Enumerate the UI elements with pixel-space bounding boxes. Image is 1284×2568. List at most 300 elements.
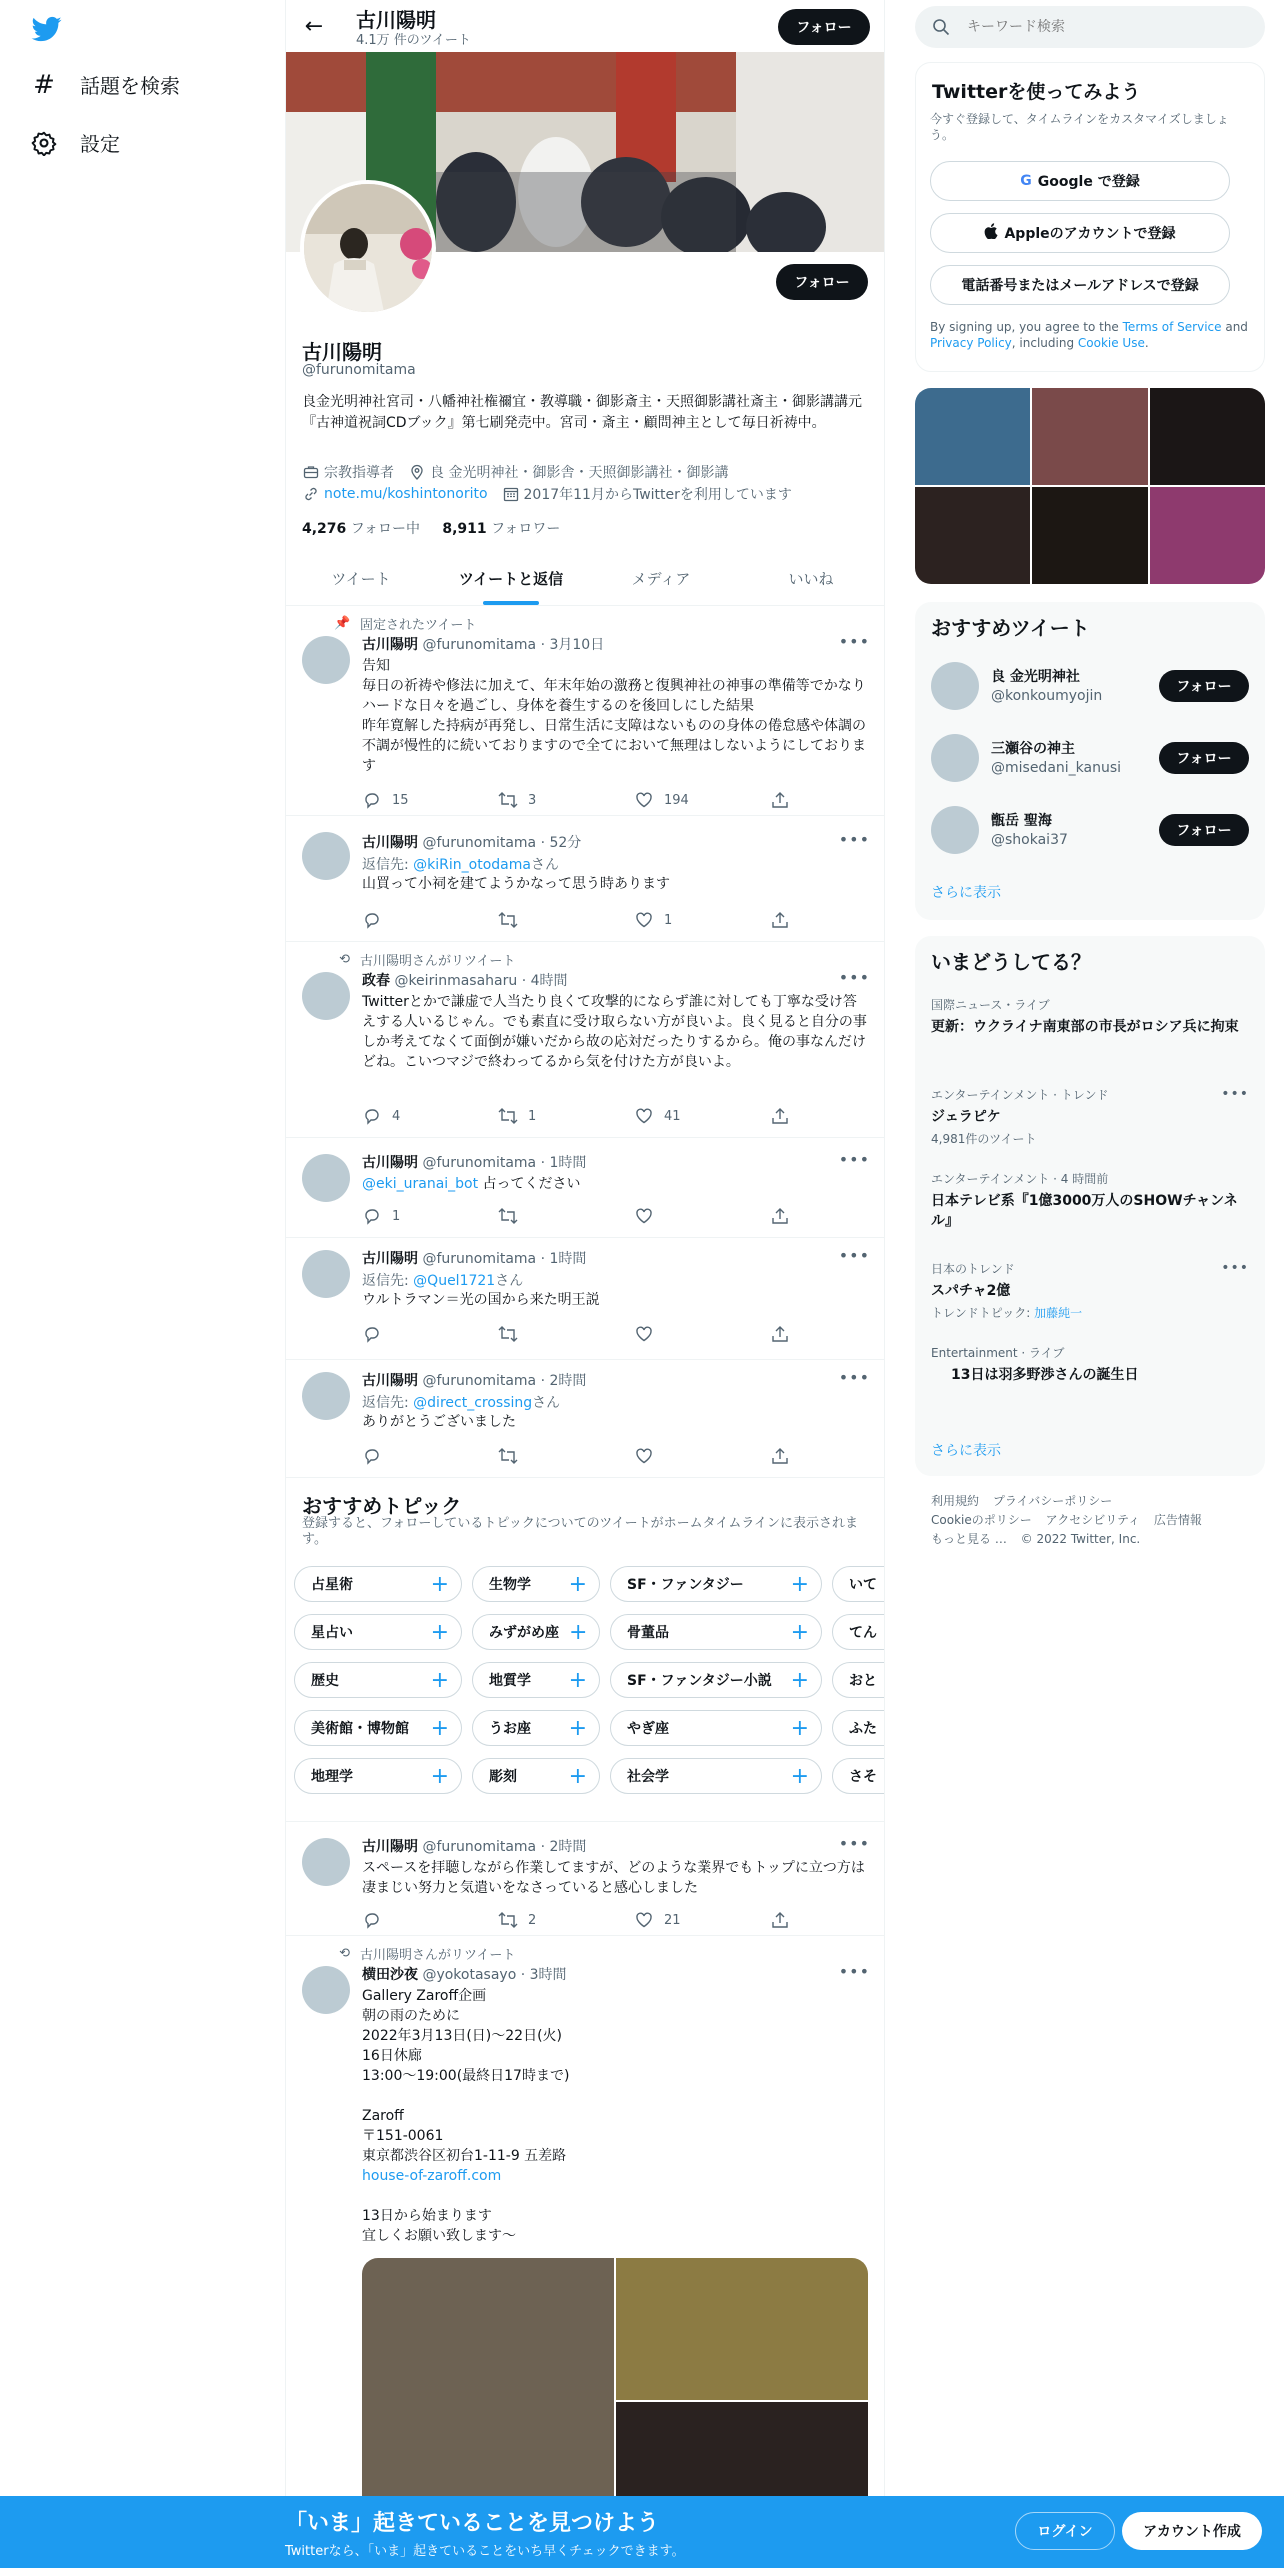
topic-label: 骨董品 xyxy=(627,1625,669,1641)
topic-chip[interactable] xyxy=(294,1662,462,1698)
recommend-handle: @konkoumyojin xyxy=(991,688,1103,704)
retweet-icon xyxy=(498,1910,518,1930)
more-icon[interactable]: ••• xyxy=(1221,1260,1249,1276)
more-icon[interactable]: ••• xyxy=(838,968,870,987)
trend-item[interactable] xyxy=(931,1086,1249,1147)
nav-explore-label: 話題を検索 xyxy=(80,74,180,98)
reply-icon xyxy=(362,1910,382,1930)
terms-and: and xyxy=(1221,320,1248,334)
trend-meta-prefix: トレンドトピック: xyxy=(931,1306,1035,1320)
share-icon xyxy=(770,1910,790,1930)
topic-label: 歴史 xyxy=(311,1673,339,1689)
heart-icon xyxy=(634,1206,654,1226)
following-label: フォロー中 xyxy=(350,521,421,537)
profile-tabs xyxy=(286,552,885,606)
tweet-reply[interactable] xyxy=(286,1238,885,1360)
avatar[interactable] xyxy=(302,636,350,684)
like-button[interactable] xyxy=(634,1910,770,1930)
recommend-user[interactable] xyxy=(931,730,1249,786)
retweet-button[interactable] xyxy=(498,910,634,930)
tweet-text: 山買って小祠を建てようかなって思う時あります xyxy=(362,876,670,892)
reply-button[interactable] xyxy=(362,1910,498,1930)
retweet-icon xyxy=(498,790,518,810)
topic-chip[interactable] xyxy=(472,1566,600,1602)
retweet-button[interactable] xyxy=(498,790,634,810)
topic-chip[interactable] xyxy=(610,1710,822,1746)
signup-terms xyxy=(930,319,1252,351)
reply-button[interactable] xyxy=(362,1446,498,1466)
reply-to-line xyxy=(362,854,559,874)
signup-subtitle: 今すぐ登録して、タイムラインをカスタマイズしましょう。 xyxy=(930,112,1229,142)
author-name[interactable]: 横田沙夜 xyxy=(362,1967,418,1983)
topic-label: 地質学 xyxy=(489,1673,531,1689)
retweet-button[interactable] xyxy=(498,1106,634,1126)
reply-to-link[interactable]: @direct_crossing xyxy=(413,1395,533,1411)
reply-to-link[interactable]: @Quel1721 xyxy=(413,1273,496,1289)
reply-count: 1 xyxy=(392,1208,401,1224)
share-button[interactable] xyxy=(770,1206,802,1226)
avatar[interactable] xyxy=(302,1250,350,1298)
recommend-name[interactable]: 良 金光明神社 xyxy=(991,669,1080,685)
share-button[interactable] xyxy=(770,1910,802,1930)
tweet-text xyxy=(362,1174,868,1194)
topic-chip[interactable] xyxy=(610,1566,822,1602)
tweet-mention[interactable] xyxy=(286,1138,885,1238)
author-meta: @furunomitama · 2時間 xyxy=(422,1839,587,1855)
followers-link[interactable] xyxy=(442,521,560,537)
avatar[interactable] xyxy=(302,972,350,1020)
profile-meta-row-2 xyxy=(302,484,806,504)
topic-chip[interactable] xyxy=(294,1758,462,1794)
footer-terms-link[interactable]: 利用規約 xyxy=(931,1494,980,1508)
like-button[interactable] xyxy=(634,1446,770,1466)
more-icon[interactable]: ••• xyxy=(838,1834,870,1853)
reply-count: 4 xyxy=(392,1108,401,1124)
profile-category xyxy=(302,462,394,482)
profile-category-text: 宗教指導者 xyxy=(324,465,394,481)
reply-icon xyxy=(362,1206,382,1226)
reply-suffix: さん xyxy=(495,1273,524,1289)
heart-icon xyxy=(634,790,654,810)
more-icon[interactable]: ••• xyxy=(838,1962,870,1981)
login-button[interactable]: ログイン xyxy=(1015,2512,1115,2550)
topic-chip[interactable] xyxy=(472,1614,600,1650)
recommend-handle: @shokai37 xyxy=(991,832,1068,848)
trend-title: ジェラピケ xyxy=(931,1109,1001,1125)
avatar[interactable] xyxy=(302,1372,350,1420)
topic-label: 社会学 xyxy=(627,1769,669,1785)
topics-subtitle: 登録すると、フォローしているトピックについてのツイートがホームタイムラインに表示されます。 xyxy=(302,1516,859,1547)
author-name[interactable]: 古川陽明 xyxy=(362,637,418,653)
topic-chip[interactable] xyxy=(294,1566,462,1602)
reply-icon xyxy=(362,790,382,810)
retweet-button[interactable] xyxy=(498,1910,634,1930)
profile-location xyxy=(408,462,728,482)
cookie-link[interactable]: Cookie Use xyxy=(1077,336,1145,350)
plus-icon: + xyxy=(790,1619,809,1645)
topic-label: ふた xyxy=(849,1721,877,1737)
signup-title: Twitterを使ってみよう xyxy=(932,81,1141,103)
plus-icon: + xyxy=(430,1763,449,1789)
terms-prefix: By signing up, you agree to the xyxy=(930,320,1123,334)
apple-signup-button[interactable] xyxy=(930,213,1230,253)
reply-count: 15 xyxy=(392,792,409,808)
like-button[interactable] xyxy=(634,1206,770,1226)
like-count: 1 xyxy=(664,912,673,928)
trend-item[interactable] xyxy=(931,1170,1249,1231)
recommend-handle: @misedani_kanusi xyxy=(991,760,1122,776)
header-tweet-count: 4.1万 件のツイート xyxy=(356,33,471,48)
recommend-user[interactable] xyxy=(931,802,1249,858)
pin-icon: 📌 xyxy=(334,616,351,631)
profile-follow-button[interactable]: フォロー xyxy=(776,264,868,300)
retweet-count: 1 xyxy=(528,1108,537,1124)
topic-chip[interactable] xyxy=(472,1662,600,1698)
plus-icon: + xyxy=(430,1571,449,1597)
more-icon[interactable]: ••• xyxy=(838,830,870,849)
trend-item[interactable] xyxy=(931,1344,1249,1385)
recommended-topics xyxy=(286,1478,885,1822)
media-thumb[interactable] xyxy=(915,487,1030,584)
media-thumb[interactable] xyxy=(1032,487,1147,584)
context-text: 古川陽明さんがリツイート xyxy=(360,1948,516,1963)
trend-meta: 4,981件のツイート xyxy=(931,1132,1037,1146)
tweet-link[interactable]: house-of-zaroff.com xyxy=(362,2168,502,2184)
tweet-text-2: 13日から始まります 宜しくお願い致します〜 xyxy=(362,2208,516,2244)
login-prompt-bar xyxy=(0,2496,1284,2568)
trend-title: 日本テレビ系『1億3000万人のSHOWチャンネル』 xyxy=(931,1193,1238,1229)
footer-ads-link[interactable]: 広告情報 xyxy=(1153,1513,1202,1527)
retweet-button[interactable] xyxy=(498,1446,634,1466)
tweet-reply[interactable] xyxy=(286,1360,885,1478)
more-icon[interactable]: ••• xyxy=(838,1368,870,1387)
retweet-button[interactable] xyxy=(498,1324,634,1344)
trend-category: Entertainment · ライブ xyxy=(931,1346,1065,1360)
more-icon[interactable]: ••• xyxy=(838,632,870,651)
retweet-icon: ⟲ xyxy=(339,952,350,967)
following-link[interactable] xyxy=(302,521,420,537)
share-icon xyxy=(770,1324,790,1344)
tweet-text-rest: 占ってください xyxy=(478,1176,581,1192)
author-meta: @furunomitama · 1時間 xyxy=(422,1155,587,1171)
profile-meta-row-1 xyxy=(302,462,742,482)
like-button[interactable] xyxy=(634,1106,770,1126)
plus-icon: + xyxy=(568,1763,587,1789)
tweet-media-grid[interactable] xyxy=(362,2258,868,2518)
phone-email-signup-button[interactable]: 電話番号またはメールアドレスで登録 xyxy=(930,265,1230,305)
author-name[interactable]: 政春 xyxy=(362,973,390,989)
topic-chip[interactable] xyxy=(832,1758,885,1794)
heart-icon xyxy=(634,910,654,930)
tweet-actions xyxy=(362,1106,802,1126)
like-button[interactable] xyxy=(634,910,770,930)
author-name[interactable]: 古川陽明 xyxy=(362,1251,418,1267)
avatar[interactable] xyxy=(302,1154,350,1202)
author-meta: @yokotasayo · 3時間 xyxy=(422,1967,567,1983)
recommend-user[interactable] xyxy=(931,658,1249,714)
profile-handle: @furunomitama xyxy=(302,362,416,378)
recommend-follow-button[interactable]: フォロー xyxy=(1159,742,1249,774)
author-name[interactable]: 古川陽明 xyxy=(362,1155,418,1171)
reply-prefix: 返信先: xyxy=(362,857,414,873)
location-pin-icon xyxy=(408,463,426,481)
plus-icon: + xyxy=(568,1715,587,1741)
topic-label: 占星術 xyxy=(311,1577,353,1593)
reply-to-link[interactable]: @kiRin_otodama xyxy=(413,857,531,873)
share-icon xyxy=(770,910,790,930)
heart-icon xyxy=(634,1324,654,1344)
avatar[interactable] xyxy=(302,1966,350,2014)
share-button[interactable] xyxy=(770,790,802,810)
media-thumb[interactable] xyxy=(915,388,1030,485)
like-button[interactable] xyxy=(634,1324,770,1344)
trend-title: 13日は羽多野渉さんの誕生日 xyxy=(951,1367,1139,1383)
left-nav xyxy=(0,0,285,2568)
reply-icon xyxy=(362,910,382,930)
recommend-name[interactable]: 甑岳 聖海 xyxy=(991,813,1052,829)
google-icon: G xyxy=(1020,173,1032,189)
tweet[interactable] xyxy=(286,1822,885,1936)
author-meta: @keirinmasaharu · 4時間 xyxy=(394,973,568,989)
retweet-context xyxy=(334,950,515,969)
heart-icon xyxy=(634,1910,654,1930)
trend-item[interactable] xyxy=(931,1260,1249,1321)
share-button[interactable] xyxy=(770,1446,802,1466)
footer-more-link[interactable]: もっと見る … xyxy=(931,1532,1007,1546)
twitter-logo-icon[interactable] xyxy=(30,14,64,44)
search-bar[interactable] xyxy=(915,6,1265,48)
topic-chip[interactable] xyxy=(832,1662,885,1698)
retweet-icon: ⟲ xyxy=(339,1946,350,1961)
profile-website[interactable] xyxy=(302,485,488,503)
author-meta: @furunomitama · 3月10日 xyxy=(422,637,605,653)
avatar[interactable] xyxy=(931,662,979,710)
plus-icon: + xyxy=(790,1763,809,1789)
avatar[interactable] xyxy=(302,832,350,880)
reply-to-line xyxy=(362,1270,523,1290)
topic-chip[interactable] xyxy=(294,1614,462,1650)
like-count: 21 xyxy=(664,1912,681,1928)
tweet-actions xyxy=(362,1910,802,1930)
who-to-follow-card xyxy=(915,602,1265,920)
bottom-bar-title: 「いま」起きていることを見つけよう xyxy=(285,2511,660,2536)
media-thumb[interactable] xyxy=(1150,388,1265,485)
topic-row xyxy=(294,1662,885,1698)
recommend-follow-button[interactable]: フォロー xyxy=(1159,670,1249,702)
more-icon[interactable]: ••• xyxy=(838,1150,870,1169)
topic-label: 星占い xyxy=(311,1625,353,1641)
topics-title: おすすめトピック xyxy=(302,1494,462,1518)
share-icon xyxy=(770,790,790,810)
topic-label: おと xyxy=(849,1673,877,1689)
author-name[interactable]: 古川陽明 xyxy=(362,835,418,851)
tweet-actions xyxy=(362,1446,802,1466)
following-count: 4,276 xyxy=(302,521,347,537)
retweet-button[interactable] xyxy=(498,1206,634,1226)
reply-suffix: さん xyxy=(532,1395,561,1411)
tweet-reply[interactable] xyxy=(286,816,885,942)
tweet-actions xyxy=(362,910,802,930)
tweet-header xyxy=(362,634,604,654)
plus-icon: + xyxy=(790,1571,809,1597)
plus-icon: + xyxy=(569,1619,588,1645)
trend-item[interactable] xyxy=(931,996,1249,1037)
topic-label: 彫刻 xyxy=(489,1769,517,1785)
plus-icon: + xyxy=(568,1571,587,1597)
reply-button[interactable] xyxy=(362,1106,498,1126)
media-thumb[interactable] xyxy=(1032,388,1147,485)
more-icon[interactable]: ••• xyxy=(838,1246,870,1265)
tweet-pinned[interactable] xyxy=(286,606,885,816)
topic-chip[interactable] xyxy=(832,1614,885,1650)
tweet-actions xyxy=(362,790,802,810)
topic-row xyxy=(294,1614,885,1650)
tab-tweets-and-replies[interactable]: ツイートと返信 xyxy=(436,552,586,605)
recommend-follow-button[interactable]: フォロー xyxy=(1159,814,1249,846)
retweet-icon xyxy=(498,1324,518,1344)
share-icon xyxy=(770,1446,790,1466)
footer-cookie-link[interactable]: Cookieのポリシー xyxy=(931,1513,1032,1527)
share-button[interactable] xyxy=(770,1106,802,1126)
calendar-icon xyxy=(502,485,520,503)
profile-avatar[interactable] xyxy=(300,180,436,316)
topic-chip[interactable] xyxy=(832,1710,885,1746)
tab-media[interactable]: メディア xyxy=(631,570,691,588)
recommend-title: おすすめツイート xyxy=(931,616,1090,640)
search-input[interactable] xyxy=(967,19,1217,35)
tweet-actions xyxy=(362,1206,802,1226)
gear-icon xyxy=(30,129,58,157)
header-title: 古川陽明 xyxy=(356,8,436,32)
nav-settings[interactable] xyxy=(30,128,120,157)
recommend-name[interactable]: 三瀬谷の神主 xyxy=(991,741,1075,757)
topic-row xyxy=(294,1566,885,1602)
mention-link[interactable]: @eki_uranai_bot xyxy=(362,1176,479,1192)
terms-end: . xyxy=(1144,336,1149,350)
topic-label: SF・ファンタジー小説 xyxy=(627,1673,772,1689)
footer-accessibility-link[interactable]: アクセシビリティ xyxy=(1045,1513,1141,1527)
tweet-retweet[interactable] xyxy=(286,942,885,1138)
terms-including: , including xyxy=(1011,336,1078,350)
trend-title: スパチャ2億 xyxy=(931,1283,1011,1299)
tab-tweets[interactable]: ツイート xyxy=(331,570,391,588)
topic-label: みずがめ座 xyxy=(489,1625,559,1641)
like-count: 41 xyxy=(664,1108,681,1124)
topic-chip[interactable] xyxy=(610,1614,822,1650)
topic-chip[interactable] xyxy=(832,1566,885,1602)
tweet-header xyxy=(362,1152,586,1172)
apple-signup-label: Appleのアカウントで登録 xyxy=(1004,226,1176,242)
tweet-header xyxy=(362,1248,586,1268)
avatar[interactable] xyxy=(931,734,979,782)
share-icon xyxy=(770,1106,790,1126)
trend-category: エンターテインメント · 4 時間前 xyxy=(931,1172,1109,1186)
search-icon xyxy=(931,17,951,37)
profile-website-link[interactable]: note.mu/koshintonorito xyxy=(324,486,488,502)
heart-icon xyxy=(634,1106,654,1126)
trend-meta-link[interactable]: 加藤純一 xyxy=(1034,1306,1083,1320)
retweet-icon xyxy=(498,1446,518,1466)
share-icon xyxy=(770,1206,790,1226)
tweet-header xyxy=(362,1836,586,1856)
reply-button[interactable] xyxy=(362,1206,498,1226)
plus-icon: + xyxy=(790,1715,809,1741)
reply-prefix: 返信先: xyxy=(362,1273,414,1289)
tweet-header xyxy=(362,1964,567,1984)
share-button[interactable] xyxy=(770,910,802,930)
signup-button[interactable]: アカウント作成 xyxy=(1122,2512,1262,2550)
heart-icon xyxy=(634,1446,654,1466)
context-text: 固定されたツイート xyxy=(360,618,477,633)
profile-location-text: 良 金光明神社・御影舎・天照御影講社・御影講 xyxy=(430,465,729,481)
trend-meta xyxy=(931,1304,1249,1321)
footer-privacy-link[interactable]: プライバシーポリシー xyxy=(992,1494,1113,1508)
privacy-link[interactable]: Privacy Policy xyxy=(930,336,1012,350)
topic-chip[interactable] xyxy=(294,1710,462,1746)
profile-joined-text: 2017年11月からTwitterを利用しています xyxy=(523,487,792,503)
tweet-text: Gallery Zaroff企画 朝の雨のために 2022年3月13日(日)〜22日(火) 16日休廊 13:00〜19:00(最終日17時まで) Zaroff 〒151-0061 東京都渋谷区初台1-11-9 五差路 xyxy=(362,1988,570,2164)
retweet-icon xyxy=(498,910,518,930)
topic-chip[interactable] xyxy=(610,1758,822,1794)
author-name[interactable]: 古川陽明 xyxy=(362,1373,418,1389)
profile-follow-counts xyxy=(302,518,560,538)
reply-icon xyxy=(362,1324,382,1344)
profile-joined xyxy=(502,484,792,504)
topic-row xyxy=(294,1758,885,1794)
tab-likes[interactable]: いいね xyxy=(788,570,834,588)
reply-button[interactable] xyxy=(362,790,498,810)
like-button[interactable] xyxy=(634,790,770,810)
tweet-retweet-media[interactable] xyxy=(286,1936,885,2568)
trend-category: 国際ニュース・ライブ xyxy=(931,998,1050,1012)
author-meta: @furunomitama · 1時間 xyxy=(422,1251,587,1267)
topic-label: うお座 xyxy=(489,1721,531,1737)
google-signup-button[interactable] xyxy=(930,161,1230,201)
avatar[interactable] xyxy=(302,1838,350,1886)
reply-suffix: さん xyxy=(530,857,559,873)
link-icon xyxy=(302,485,320,503)
nav-explore[interactable] xyxy=(30,70,180,99)
topic-chip[interactable] xyxy=(472,1710,600,1746)
retweet-context xyxy=(334,1944,515,1963)
topic-chip[interactable] xyxy=(610,1662,822,1698)
tweet-header xyxy=(362,1370,586,1390)
media-thumb[interactable] xyxy=(1150,487,1265,584)
trends-show-more[interactable]: さらに表示 xyxy=(931,1443,1001,1459)
author-name[interactable]: 古川陽明 xyxy=(362,1839,418,1855)
avatar[interactable] xyxy=(931,806,979,854)
briefcase-icon xyxy=(302,463,320,481)
reply-button[interactable] xyxy=(362,1324,498,1344)
share-button[interactable] xyxy=(770,1324,802,1344)
terms-link[interactable]: Terms of Service xyxy=(1122,320,1222,334)
profile-media-grid xyxy=(915,388,1265,584)
header-follow-button[interactable]: フォロー xyxy=(778,9,870,45)
topic-row xyxy=(294,1710,885,1746)
back-arrow-icon[interactable]: ← xyxy=(304,13,324,39)
tweet-text: ありがとうございました xyxy=(362,1414,516,1430)
trend-category: 日本のトレンド xyxy=(931,1262,1015,1276)
topic-label: 地理学 xyxy=(311,1769,353,1785)
topic-chip[interactable] xyxy=(472,1758,600,1794)
bottom-bar-subtitle: Twitterなら、「いま」起きていることをいち早くチェックできます。 xyxy=(285,2544,685,2559)
more-icon[interactable]: ••• xyxy=(1221,1086,1249,1102)
like-count: 194 xyxy=(664,792,689,808)
tweet-text: スペースを拝聴しながら作業してますが、どのような業界でもトップに立つ方は凄まじい努力と気遣いをなさっていると感心しました xyxy=(362,1860,865,1896)
plus-icon: + xyxy=(430,1619,449,1645)
reply-button[interactable] xyxy=(362,910,498,930)
recommend-show-more[interactable]: さらに表示 xyxy=(931,885,1001,901)
